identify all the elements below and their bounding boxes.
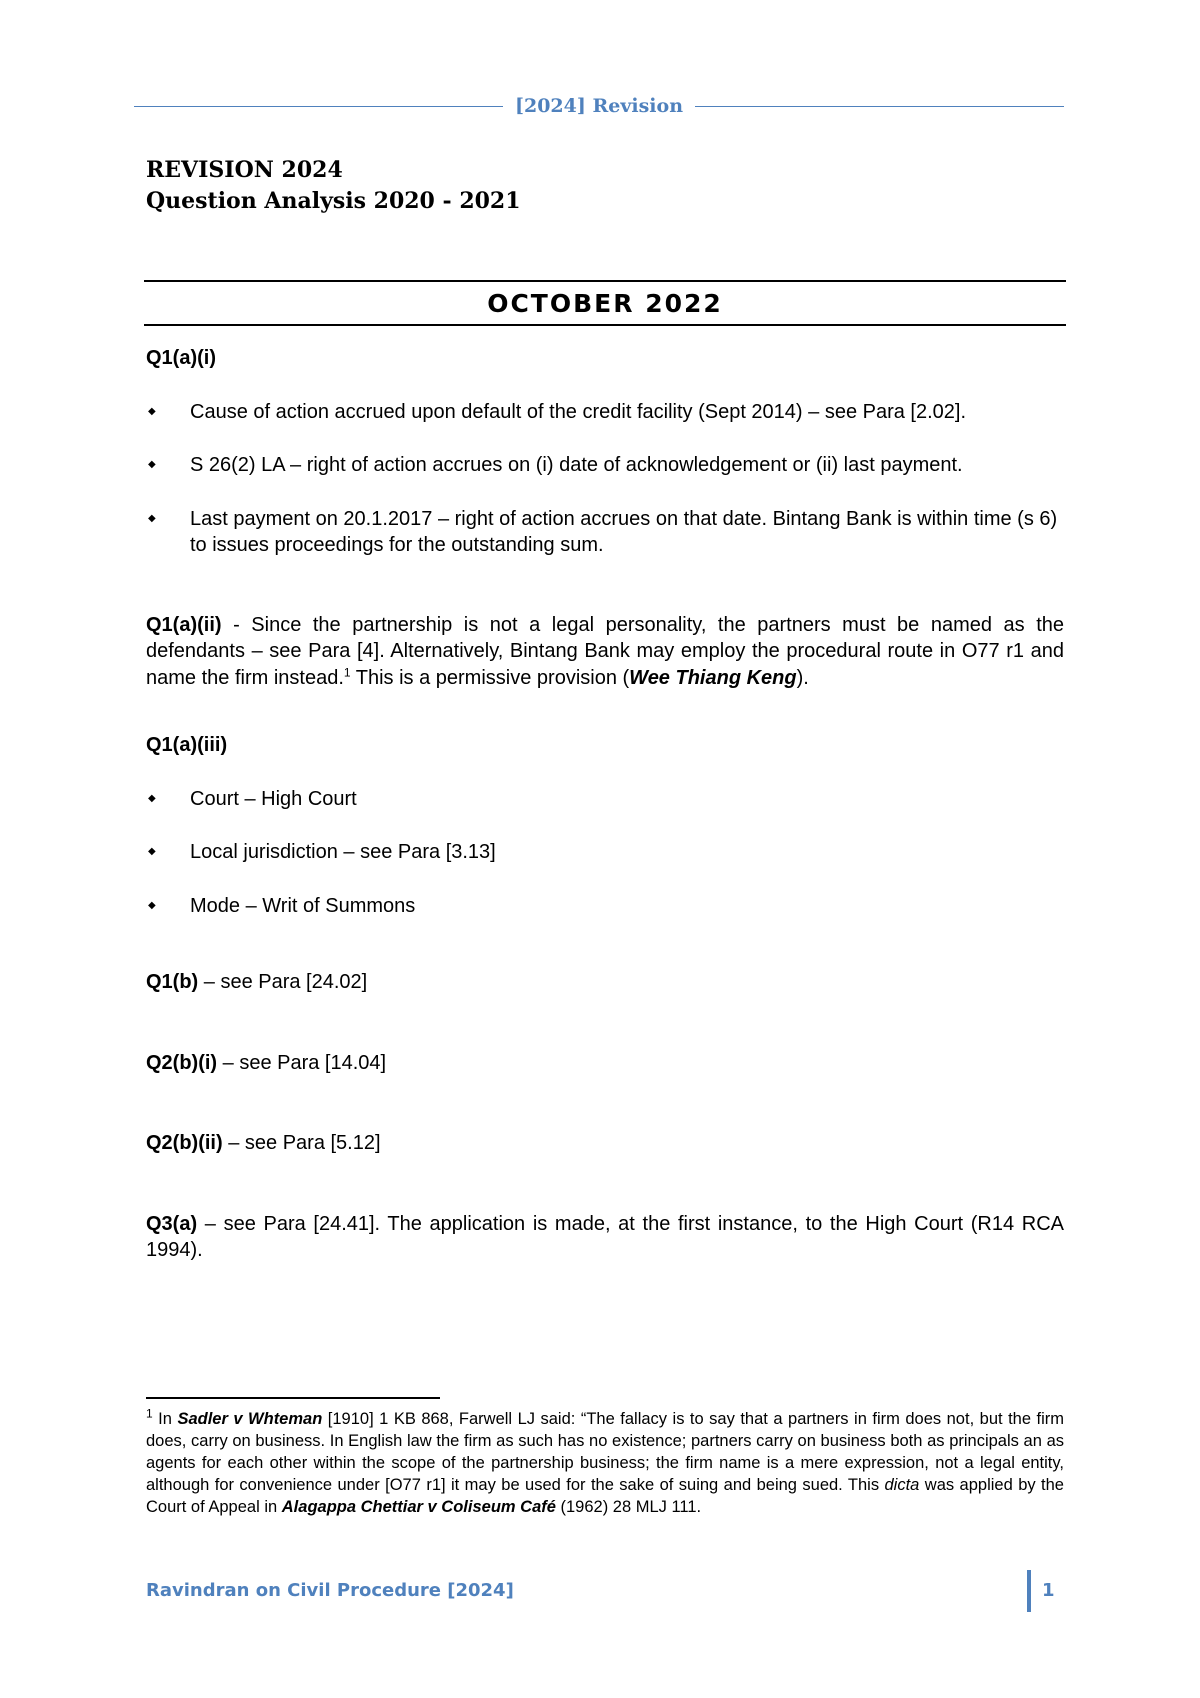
list-item: ◆ Court – High Court <box>146 786 1064 813</box>
footer-title: Ravindran on Civil Procedure [2024] <box>146 1580 514 1601</box>
page-number-bar <box>1027 1570 1031 1612</box>
q3a-heading: Q3(a) <box>146 1212 198 1235</box>
list-item: ◆ Mode – Writ of Summons <box>146 893 1064 920</box>
section-banner-title: OCTOBER 2022 <box>487 288 723 318</box>
footnote-text-1: In <box>152 1410 178 1428</box>
main-content <box>146 345 1064 1264</box>
q1aii-heading: Q1(a)(ii) <box>146 613 222 636</box>
q1aii-text-3: ). <box>796 666 809 689</box>
page-number: 1 <box>1042 1580 1055 1601</box>
q2bii-line <box>146 1130 1064 1157</box>
footnote-text-4: (1962) 28 MLJ 111. <box>555 1498 702 1516</box>
doc-subtitle: Question Analysis 2020 - 2021 <box>146 188 521 214</box>
footnote-ref[interactable]: 1 <box>343 664 351 679</box>
doc-title: REVISION 2024 <box>146 157 343 183</box>
footnote-text-2: [1910] 1 KB 868, Farwell LJ said: “The fallacy is to say that a partners in firm does not, but the firm does, carry on business. In English law the firm as such has no existence; partners carry on business both as principals an as agents for each other within the scope of the partnership business; the firm name is a mere expression, not a legal entity, although for convenience under [O77 r1] it may be used for the sake of suing and being sued. This <box>146 1410 1064 1494</box>
q1aii-text-2: This is a permissive provision ( <box>350 666 630 689</box>
footnote-dicta: dicta <box>884 1476 920 1494</box>
q1aii-paragraph <box>146 612 1064 692</box>
header-title: [2024] Revision <box>515 95 684 117</box>
list-item: ◆ Last payment on 20.1.2017 – right of action accrues on that date. Bintang Bank is within time (s 6) to issues proceedings for the outstanding sum. <box>146 506 1064 559</box>
q2bi-text: – see Para [14.04] <box>217 1051 387 1074</box>
footnote-case-2: Alagappa Chettiar v Coliseum Café <box>281 1498 556 1516</box>
q1b-line <box>146 969 1064 996</box>
title-block <box>146 155 521 217</box>
q1aiii-bullet-list <box>146 786 1064 920</box>
footnote-case-1: Sadler v Whteman <box>177 1410 323 1428</box>
q2bi-line <box>146 1050 1064 1077</box>
list-item: ◆ Cause of action accrued upon default of the credit facility (Sept 2014) – see Para [2.02]. <box>146 399 1064 426</box>
footnote-separator <box>146 1397 440 1399</box>
q2bi-heading: Q2(b)(i) <box>146 1051 218 1074</box>
footnote-marker: 1 <box>146 1406 153 1421</box>
q1ai-heading: Q1(a)(i) <box>146 347 216 369</box>
footnote-text-3: was applied by the Court of Appeal in <box>146 1476 1064 1516</box>
running-header <box>134 91 1064 121</box>
q2bii-text: – see Para [5.12] <box>222 1132 381 1154</box>
q2bii-heading: Q2(b)(ii) <box>146 1132 223 1154</box>
q3a-paragraph <box>146 1211 1064 1264</box>
footnote <box>146 1408 1064 1518</box>
list-item: ◆ Local jurisdiction – see Para [3.13] <box>146 839 1064 866</box>
q3a-text: – see Para [24.41]. The application is made, at the first instance, to the High Court (R14 RCA 1994). <box>146 1212 1064 1261</box>
q1aii-text-1: - Since the partnership is not a legal personality, the partners must be named as the defendants – see Para [4]. Alternatively, Bintang Bank may employ the procedural route in O77 r1 and name the firm instead. <box>146 613 1064 689</box>
q1ai-bullet-list <box>146 399 1064 559</box>
q1b-text: – see Para [24.02] <box>198 971 368 993</box>
q1aiii-heading: Q1(a)(iii) <box>146 734 228 756</box>
case-name: Wee Thiang Keng <box>629 666 797 689</box>
header-rule-right <box>695 106 1064 107</box>
list-item: ◆ S 26(2) LA – right of action accrues on (i) date of acknowledgement or (ii) last payment. <box>146 452 1064 479</box>
header-rule-left <box>134 106 503 107</box>
q1b-heading: Q1(b) <box>146 971 199 993</box>
section-banner <box>144 280 1066 326</box>
